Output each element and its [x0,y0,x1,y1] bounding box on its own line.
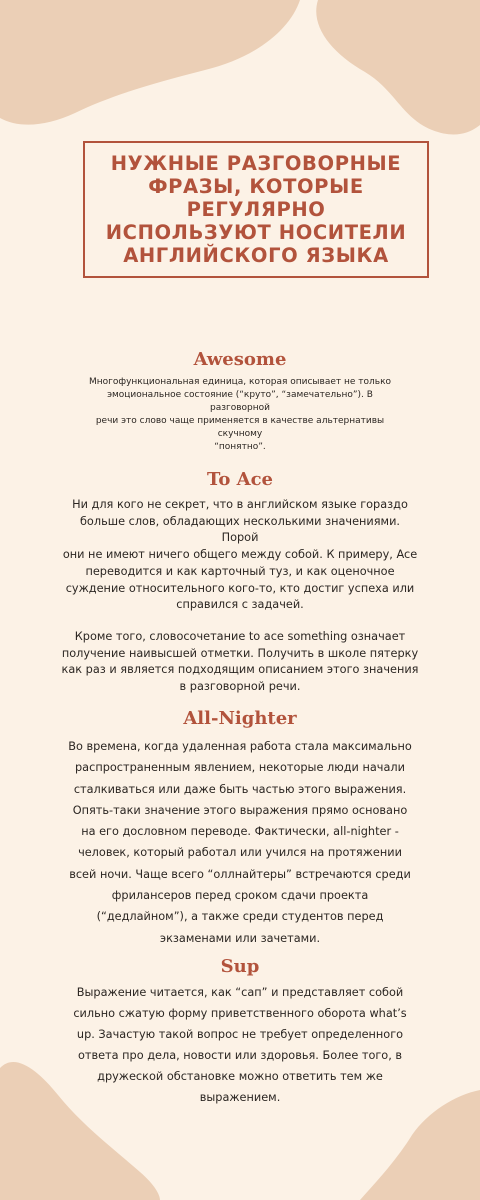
section-sup [0,956,480,1108]
section-heading: Sup [220,956,260,977]
section-text: Во времена, когда удаленная работа стала максимально распространенным явлением, некоторые люди начали сталкиваться или даже быть частью этого выражения. Опять-таки значение этого выражения прямо основано на его дословном переводе. Фактически, all-nighter - человек, который работал или учился на протяжении всей ночи. Чаще всего “оллнайтеры” встречаются среди фрилансеров перед сроком сдачи проекта (“дедлайном”), а также среди студентов перед экзаменами или зачетами. [68,740,412,945]
section-heading: Awesome [193,349,287,370]
section-text: Кроме того, словосочетание to ace something означает получение наивысшей отметки. Получить в школе пятерку как раз и является подходящим описанием этого значения в разговорной речи. [61,629,419,694]
section-heading: To Ace [207,469,273,490]
blob-top-left [0,0,300,125]
section-heading: All-Nighter [183,708,297,729]
section-all-nighter [0,708,480,949]
page-title [96,152,417,267]
title-frame [83,141,429,278]
section-text: Ни для кого не секрет, что в английском языке гораздо больше слов, обладающих несколькими значениями. Порой они не имеют ничего общего между собой. К примеру, Ace переводится и как карточный туз, и как оценочное суждение относительного кого-то, кто достиг успеха или справился с задачей. [62,498,418,612]
blob-top-right [316,0,480,134]
section-awesome [0,349,480,454]
section-to-ace [0,469,480,696]
title-line: АНГЛИЙСКОГО ЯЗЫКА [123,244,389,267]
section-text: Многофункциональная единица, которая описывает не только эмоциональное состояние (“круто”, “замечательно”). В разговорной речи это слово чаще применяется в качестве альтернативы скучному “понятно”. [88,377,392,452]
title-line: НУЖНЫЕ РАЗГОВОРНЫЕ [110,152,402,175]
title-line: ИСПОЛЬЗУЮТ НОСИТЕЛИ [105,221,407,244]
section-text: Выражение читается, как “сап” и представляет собой сильно сжатую форму приветственного оборота what’s up. Зачастую такой вопрос не требует определенного ответа про дела, новости или здоровья. Более того, в дружеской обстановке можно ответить тем же выражением. [73,986,407,1104]
title-line: РЕГУЛЯРНО [186,198,326,221]
title-line: ФРАЗЫ, КОТОРЫЕ [148,175,364,198]
